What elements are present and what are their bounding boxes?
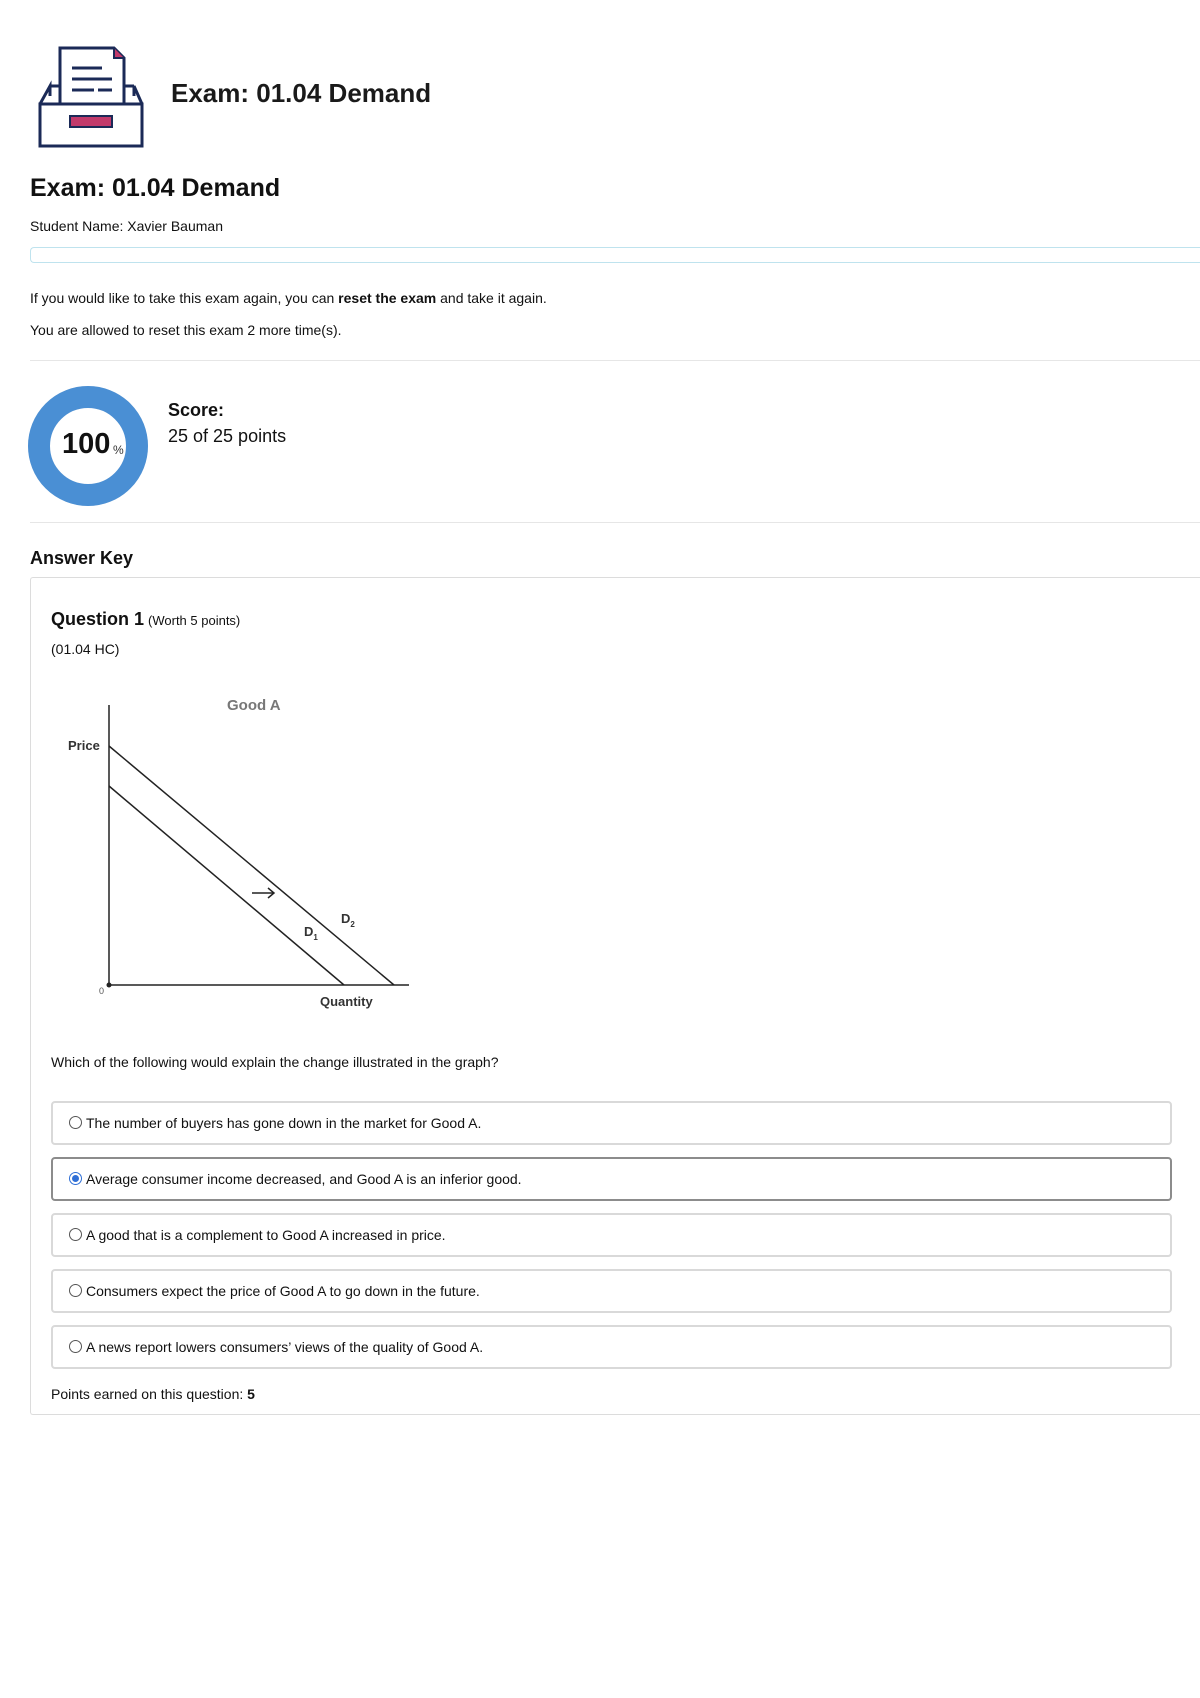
radio-button[interactable] (69, 1172, 82, 1185)
d1-label (304, 924, 318, 942)
origin-dot (107, 983, 112, 988)
question-title (51, 609, 240, 630)
d2-subscript: 2 (350, 920, 355, 929)
reset-info (30, 290, 547, 306)
score-percent: 100 (62, 428, 111, 460)
radio-button[interactable] (69, 1340, 82, 1353)
right-arrow-icon (252, 888, 274, 898)
answer-option-text: Average consumer income decreased, and Good A is an inferior good. (86, 1171, 522, 1187)
demand-curve-d1 (109, 786, 344, 985)
score-value: 25 of 25 points (168, 426, 287, 446)
divider (30, 360, 1200, 361)
answer-key-heading: Answer Key (30, 548, 134, 568)
reset-remaining: You are allowed to reset this exam 2 more time(s). (30, 322, 342, 338)
points-earned-label: Points earned on this question: (51, 1386, 248, 1402)
d1-subscript: 1 (313, 933, 318, 942)
header-title: Exam: 01.04 Demand (171, 78, 432, 108)
question-prompt: Which of the following would explain the change illustrated in the graph? (51, 1054, 499, 1070)
answer-option-text: Consumers expect the price of Good A to go down in the future. (86, 1283, 480, 1299)
demand-curve-d2 (109, 746, 394, 985)
answer-option-text: A good that is a complement to Good A increased in price. (86, 1227, 446, 1243)
points-earned (51, 1386, 255, 1402)
d2-letter: D (341, 911, 351, 926)
score-label: Score: (168, 400, 225, 420)
origin-label: 0 (99, 986, 105, 996)
answer-option[interactable] (51, 1325, 1172, 1369)
y-axis-label: Price (68, 738, 100, 753)
demand-graph (52, 688, 432, 1018)
x-axis-label: Quantity (320, 994, 373, 1009)
reset-suffix: and take it again. (436, 290, 547, 306)
graph-title: Good A (227, 697, 281, 714)
student-name: Student Name: Xavier Bauman (30, 218, 223, 234)
question-worth: (Worth 5 points) (148, 613, 241, 628)
answer-option[interactable] (51, 1157, 1172, 1201)
radio-button[interactable] (69, 1228, 82, 1241)
d1-letter: D (304, 924, 314, 939)
question-number: Question 1 (51, 609, 145, 629)
answer-option[interactable] (51, 1213, 1172, 1257)
radio-button[interactable] (69, 1284, 82, 1297)
progress-bar (30, 247, 1200, 263)
exam-tray-icon (38, 46, 156, 150)
answer-option-text: A news report lowers consumers’ views of the quality of Good A. (86, 1339, 484, 1355)
answer-option[interactable] (51, 1101, 1172, 1145)
answer-option[interactable] (51, 1269, 1172, 1313)
d2-label (341, 911, 355, 929)
points-earned-value: 5 (247, 1386, 255, 1402)
question-code: (01.04 HC) (51, 641, 120, 657)
reset-exam-link[interactable]: reset the exam (338, 290, 437, 306)
page-title: Exam: 01.04 Demand (30, 174, 281, 202)
reset-prefix: If you would like to take this exam again, you can (30, 290, 339, 306)
score-percent-unit: % (113, 443, 124, 457)
radio-button[interactable] (69, 1116, 82, 1129)
answer-option-text: The number of buyers has gone down in the market for Good A. (86, 1115, 482, 1131)
divider (30, 522, 1200, 523)
